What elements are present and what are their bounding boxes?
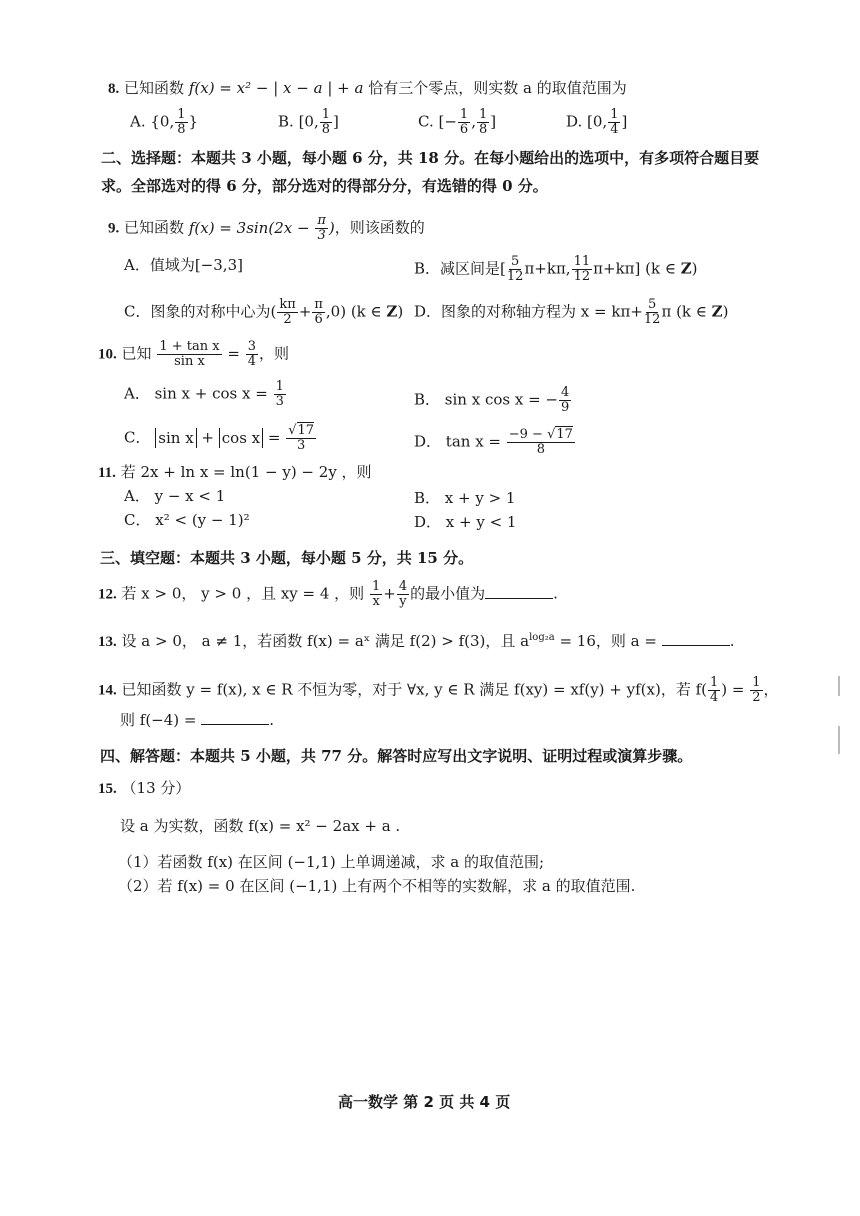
function-formula: f(x) = x² − | x − a | + a xyxy=(188,79,364,97)
question-text: 若 2x + ln x = ln(1 − y) − 2y ，则 xyxy=(120,463,372,481)
q8-option-a: A. {0, $\frac{1}{8}$ } xyxy=(130,107,199,137)
option-label: D． xyxy=(414,432,442,451)
page-footer: 高一数学 第 2 页 共 4 页 xyxy=(338,1093,511,1111)
question-15-header xyxy=(98,778,190,799)
function-formula: f(x) = 3sin(2x − $\frac{\pi}{3}$ ) xyxy=(188,213,335,243)
question-14-stem: 14. 已知函数 y = f(x), x ∈ R 不恒为零，对于 ∀x, y ∈ R 满足 f(xy) = xf(y) + yf(x)，若 f( $\frac{1}{4}$ ) = $\frac{1}{2}$ ， xyxy=(98,675,779,705)
option-text: B．减区间是 xyxy=(414,259,501,278)
q10-option-a: A． sin x + cos x = $\frac{1}{3}$ xyxy=(124,379,284,409)
q9-option-a: A．值域为[−3,3] xyxy=(124,256,243,274)
question-12-stem: 12. 若 x > 0， y > 0 ，且 xy = 4 ，则 $\frac{1}{x}$ + $\frac{4}{y}$ 的最小值为 . xyxy=(98,579,558,609)
q9-option-b: B．减区间是[ $\frac{5}{12}$ π+kπ, $\frac{11}{12}$ π+kπ] (k ∈ Z) xyxy=(414,254,698,284)
question-text: 已知 xyxy=(121,344,152,363)
q8-option-b: B. [0, $\frac{1}{8}$ ] xyxy=(278,107,339,137)
option-label: C. xyxy=(418,112,434,131)
q8-option-d: D. [0, $\frac{1}{4}$ ] xyxy=(566,107,628,137)
q8-option-c: C. [− $\frac{1}{6}$ , $\frac{1}{8}$ ] xyxy=(418,107,497,137)
option-text: D．图象的对称轴方程为 xyxy=(414,302,577,321)
scan-margin-mark xyxy=(838,676,840,696)
option-label: B． xyxy=(414,390,441,409)
fraction: $\frac{1}{4}$ xyxy=(610,107,619,137)
section-4-heading: 四、解答题：本题共 5 小题，共 77 分。解答时应写出文字说明、证明过程或演算步骤。 xyxy=(100,747,693,765)
fraction: $\frac{1}{8}$ xyxy=(478,107,488,137)
question-14-line2: 则 f(−4) = . xyxy=(120,711,275,729)
question-text: 已知函数 xyxy=(124,218,185,237)
question-11-stem xyxy=(98,462,372,483)
section-2-heading-cont: 求。全部选对的得 6 分，部分选对的得部分分，有选错的得 0 分。 xyxy=(101,177,548,195)
points-label: （13 分） xyxy=(121,779,191,797)
option-label: A． xyxy=(124,384,150,403)
question-8-stem xyxy=(108,78,627,99)
q11-option-d: D． x + y < 1 xyxy=(414,513,517,531)
section-2-heading: 二、选择题：本题共 3 小题，每小题 6 分，共 18 分。在每小题给出的选项中，有多项符合题目要 xyxy=(101,149,760,167)
question-number: 9. xyxy=(108,220,120,237)
question-text: 则 f(−4) = xyxy=(120,711,197,729)
question-number: 10. xyxy=(98,346,117,363)
question-number: 15. xyxy=(98,781,117,797)
question-number: 14. xyxy=(98,682,117,699)
question-15-intro: 设 a 为实数，函数 f(x) = x² − 2ax + a . xyxy=(120,817,401,835)
question-text: 已知函数 xyxy=(124,79,185,97)
question-15-part-2: （2）若 f(x) = 0 在区间 (−1,1) 上有两个不相等的实数解，求 a 的取值范围. xyxy=(118,877,636,895)
question-text: ，则 xyxy=(258,344,289,363)
question-number: 8. xyxy=(108,81,120,97)
option-text: C．图象的对称中心为 xyxy=(124,302,271,321)
question-number: 11. xyxy=(98,465,116,481)
q10-option-c: C． sin x + cos x = $\frac{√17}{3}$ xyxy=(124,423,315,453)
question-text: 设 a > 0， a ≠ 1，若函数 f(x) = aˣ 满足 f(2) > f(3)，且 xyxy=(121,632,516,650)
q11-option-c: C． x² < (y − 1)² xyxy=(124,511,250,529)
question-text: ，则该函数的 xyxy=(334,218,425,237)
option-label: C． xyxy=(124,428,151,447)
answer-blank[interactable] xyxy=(201,710,269,725)
q9-option-d: D．图象的对称轴方程为 x = kπ+ $\frac{5}{12}$ π (k ∈ Z) xyxy=(414,297,729,327)
q10-option-b: B． sin x cos x = − $\frac{4}{9}$ xyxy=(414,385,570,415)
fraction: $\frac{1}{6}$ xyxy=(459,107,469,137)
fraction: $\frac{\text{1 + tan x}}{\text{sin x}}$ xyxy=(159,339,220,369)
option-label: D. xyxy=(566,112,583,131)
option-label: B. xyxy=(278,112,294,131)
fraction: $\frac{1}{8}$ xyxy=(321,107,331,137)
q11-option-a: A． y − x < 1 xyxy=(124,487,226,505)
question-text: ，则 a = xyxy=(595,632,657,650)
question-15-part-1: （1）若函数 f(x) 在区间 (−1,1) 上单调递减，求 a 的取值范围; xyxy=(118,853,544,871)
fraction: $\frac{1}{8}$ xyxy=(177,107,186,137)
answer-blank[interactable] xyxy=(485,584,553,599)
question-9-stem xyxy=(108,214,425,243)
section-3-heading: 三、填空题：本题共 3 小题，每小题 5 分，共 15 分。 xyxy=(100,549,474,567)
question-text: 已知函数 y = f(x), x ∈ R 不恒为零，对于 ∀x, y ∈ R 满足 f(xy) = xf(y) + yf(x)，若 xyxy=(121,680,691,699)
question-text: 恰有三个零点，则实数 a 的取值范围为 xyxy=(368,79,627,97)
q10-option-d: D． tan x = $\frac{-9 - √17}{8}$ xyxy=(414,427,573,457)
question-number: 12. xyxy=(98,586,117,603)
answer-blank[interactable] xyxy=(662,631,730,646)
question-13-stem: 13. 设 a > 0， a ≠ 1，若函数 f(x) = aˣ 满足 f(2) > f(3)，且 $a^{log_2a} = 16$，则 a = . xyxy=(98,632,735,650)
scan-margin-mark xyxy=(838,726,840,754)
question-number: 13. xyxy=(98,634,117,650)
q9-option-c: C．图象的对称中心为( $\frac{k\pi}{2}$ + $\frac{\pi}{6}$ ,0) (k ∈ Z) xyxy=(124,297,404,327)
question-text: 的最小值为 xyxy=(410,584,486,603)
question-10-stem: 10. 已知 $\frac{\text{1 + tan x}}{\text{sin x}}$ = $\frac{3}{4}$ ，则 xyxy=(98,339,289,369)
question-text: 若 x > 0， y > 0 ，且 xy = 4 ，则 xyxy=(121,584,365,603)
option-label: A. xyxy=(130,112,146,131)
q11-option-b: B． x + y > 1 xyxy=(414,489,516,507)
